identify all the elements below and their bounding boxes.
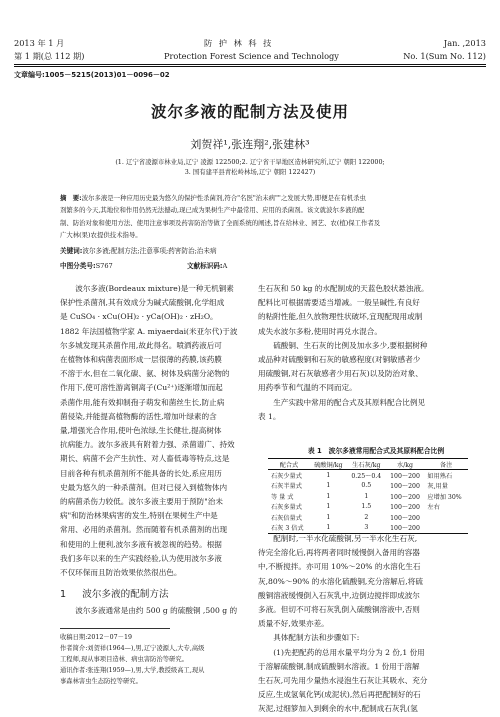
text-line: 不仅环保而且防治效果依然很出色。 [60, 568, 182, 578]
abstract-line: 广大林(果)农提供技术指导。 [60, 231, 142, 240]
text-line: (1)先把配药的总用水量平均分为 2 份,1 份用 [273, 647, 425, 657]
left-column [60, 282, 246, 580]
intro-paragraph [60, 282, 246, 580]
footnote-corresponding-cont: 事森林害虫生态防控等研究。 [60, 678, 142, 685]
header-issue-en: No. 1(Sum No. 112) [403, 51, 486, 61]
text-line: 保护性杀菌剂,其有效成分为碱式硫酸铜,化学组成 [60, 298, 225, 308]
text-line: 酸铜溶液缓慢倒入石灰乳中,边倒边搅拌即成波尔 [258, 590, 420, 600]
text-line: 多液。但切不可将石灰乳倒入硫酸铜溶液中,否则 [258, 605, 420, 615]
text-line: 生石灰和 50 kg 的水配制成的天蓝色胶状悬浊液。 [258, 284, 429, 293]
table-row [268, 512, 468, 522]
table-cell: 1 [326, 513, 331, 521]
text-line: 用硫酸铜,对石灰敏感者少用石灰)以及防治对象、 [258, 369, 423, 379]
section-1-heading [60, 586, 169, 600]
page-title: 波尔多液的配制方法及使用 [150, 103, 349, 121]
table-cell: 0.5 [361, 482, 372, 490]
text-line: 作用下,使可溶性游离铜离子(Cu²⁺)逐渐增加而起 [60, 383, 223, 393]
table-cell: 应增加 30% [427, 493, 462, 501]
header-date-en: Jan. ,2013 [443, 38, 486, 48]
header-issue-cn: 第 1 期(总 112 期) [14, 51, 85, 61]
doc-code: A [222, 262, 228, 270]
text-line: 用药季节和气温的不同而定。 [258, 383, 357, 393]
text-line: 不溶于水,但在二氧化碳、氨、树体及病菌分泌物的 [60, 369, 230, 379]
text-line: 中,不断搅拌。亦可用 10%～20% 的水溶化生石 [258, 562, 421, 572]
text-line: 灰,80%～90% 的水溶化硫酸铜,充分溶解后,将硫 [258, 576, 423, 586]
table-cell: 石灰半量式 [271, 483, 302, 491]
keywords-text: 波尔多液;配制方法;注意事项;药害防治;治未病 [82, 247, 217, 255]
affiliation-line-1: (1. 辽宁省凌源市林业局,辽宁 凌源 122500;2. 辽宁省干旱地区造林研究所,辽宁 朝阳 122000; [115, 158, 385, 166]
table-header: 水/kg [397, 461, 414, 469]
article-number: 文章编号:1005－5215(2013)01－0096－02 [14, 71, 170, 79]
table-header: 生石灰/kg [352, 461, 381, 469]
abstract-line: 剂繁多的今天,其地位和作用仍然无法撼动,现已成为果树生产中最常用、应用的杀菌剂。该文就波尔多液的配 [60, 206, 365, 215]
table-cell: 0.25～0.4 [351, 473, 382, 481]
table-cell: 2 [364, 513, 369, 521]
table-cell: 石灰倍量式 [271, 514, 302, 522]
table-cell: 石灰多量式 [271, 504, 302, 512]
text-line: 1882 年法国植物学家 A. miyaerdai(米亚尔代)于波 [60, 326, 238, 336]
text-line: 具体配制方法和步骤如下: [273, 633, 360, 643]
table-cell [424, 512, 468, 522]
section-number: 1 [60, 589, 67, 600]
table-cell: 3 [364, 524, 369, 532]
table-caption: 表 1 波尔多液常用配合式及其原料配合比例 [307, 447, 445, 455]
table-cell: 1 [326, 503, 331, 511]
abstract-line: 制、防治对象和使用方法、使用注意事项及药害防治等做了全面系统的阐述,旨在给林业、园艺、农(植)保工作者及 [60, 218, 381, 227]
text-line: 在植物体和病菌表面形成一层很薄的药膜,该药膜 [60, 355, 222, 365]
text-line: 常用、必用的杀菌剂。然而随着有机杀菌剂的出现 [60, 525, 228, 535]
table-cell: 100～200 [390, 473, 420, 481]
section-title: 波尔多液的配制方法 [82, 589, 169, 600]
text-line: 史最为悠久的一种杀菌剂。但对已侵入到植物体内 [60, 482, 228, 492]
text-line: 和使用的上便利,波尔多液有被忽视的趋势。根据 [60, 539, 222, 549]
table-cell: 1 [326, 472, 331, 480]
text-line: 是 CuSO₄ · xCu(OH)₂ · yCa(OH)₂ · zH₂O。 [60, 312, 218, 322]
footnote-author-cont: 工程师,现从事项目造林、病虫害防治等研究。 [60, 656, 188, 663]
table-row [268, 502, 468, 512]
header-rule-thin [14, 66, 486, 67]
text-line: 的病菌杀伤力较低。波尔多液主要用于预防"治未 [60, 497, 223, 507]
text-line: 质量不好,效果亦差。 [258, 619, 329, 629]
text-line: 波尔多液通常是由约 500 g 的硫酸铜 ,500 g 的 [75, 606, 238, 615]
table-cell: 石灰少量式 [271, 473, 302, 481]
affiliation-line-2: 3. 国有建平县青松岭林场,辽宁 朝阳 122427) [184, 168, 316, 176]
table-cell: 100～200 [390, 493, 420, 501]
table-header: 配合式 [279, 461, 299, 469]
right-column-top [258, 282, 444, 424]
text-line: 待完全溶化后,再将两者同时缓慢倒入备用的容器 [258, 548, 420, 558]
doc-code-label: 文献标识码: [186, 262, 223, 270]
classification [60, 260, 442, 272]
table-cell: 100～200 [390, 514, 420, 522]
data-table [268, 458, 468, 534]
text-line: 硫酸铜、生石灰的比例及加水多少,要根据树种 [273, 340, 428, 350]
abstract-line: 波尔多液是一种应用历史最为悠久的保护性杀菌剂,符合"名医"治未病""之发展大势,即便是在有机杀虫 [81, 194, 366, 202]
authors: 刘贺祥¹,张连翔²,张建林³ [190, 138, 310, 151]
footnote-author: 作者简介:刘贺祥(1964—),男,辽宁凌源人,大专,高级 [60, 645, 205, 652]
text-line: 灰泥,过细箩加入到剩余的水中,配制成石灰乳(氢 [258, 704, 418, 714]
text-line: 抗病能力。波尔多液具有附着力强、杀菌谱广、持效 [60, 440, 235, 450]
footnote-corresponding: 通讯作者:张连翔(1959—),男,大学,教授级高工,现从 [60, 667, 205, 674]
text-line: 我们多年以来的生产实践经验,认为使用波尔多液 [60, 553, 222, 563]
text-line: 配料比可根据需要适当增减。一般呈碱性,有良好 [258, 298, 420, 308]
header-year-month: 2013 年 1 月 [14, 38, 65, 48]
text-line: 尔多城发现其杀菌作用,故此得名。喷洒药液后可 [60, 340, 222, 350]
text-line: 量,增强光合作用,使叶色浓绿,生长健壮,提高树体 [60, 426, 222, 436]
header-journal-cn: 防 护 林 科 技 [204, 38, 274, 48]
text-line: 成失水波尔多粉,使用时再兑水混合。 [258, 326, 382, 336]
table-cell: 左右 [427, 504, 440, 512]
text-line: 菌侵染,并能提高植物酶的活性,增加叶绿素的含 [60, 411, 217, 421]
table-cell: 石灰 3 倍式 [271, 525, 304, 533]
table-cell: 100～200 [390, 483, 420, 491]
table-cell: 100～200 [390, 504, 420, 512]
table-cell: 1.5 [361, 503, 372, 511]
table-cell: 1 [326, 482, 331, 490]
text-line: 目前各种有机杀菌剂所不能具备的长处,系应用历 [60, 468, 222, 478]
table-cell: 100～200 [390, 525, 420, 533]
table-row [268, 470, 468, 481]
footnote-received: 收稿日期:2012－07－19 [60, 634, 132, 641]
table-cell: 如用熟石 [427, 473, 453, 481]
text-line: 表 1。 [258, 411, 281, 421]
abstract [60, 192, 442, 242]
right-column-bottom [258, 532, 444, 717]
classification-label: 中图分类号: [60, 262, 96, 270]
classification-code: S767 [95, 262, 113, 270]
footnotes [60, 632, 270, 687]
table-cell: 等 量 式 [271, 493, 294, 501]
header-rule [14, 64, 486, 65]
text-line: 反应,生成氢氧化钙(成泥状),然后再把配制好的石 [258, 690, 421, 700]
text-line: 配制时,一半水化硫酸铜,另一半水化生石灰, [273, 534, 418, 543]
keywords [60, 245, 442, 257]
text-line: 期长、病菌不会产生抗性、对人畜低毒等特点,这是 [60, 454, 230, 464]
table-row [268, 491, 468, 501]
abstract-label: 摘 要: [60, 194, 82, 202]
text-line: 波尔多液(Bordeaux mixture)是一种无机铜素 [75, 284, 234, 293]
table-cell: 1 [326, 492, 331, 500]
text-line: 病"和防治林果病害的发生,特别在果树生产中是 [60, 511, 218, 521]
header-journal-en: Protection Forest Science and Technology [164, 51, 339, 61]
text-line: 杀菌作用,能有效抑制孢子萌发和菌丝生长,防止病 [60, 397, 225, 407]
text-line: 于溶解硫酸铜,制成硫酸铜水溶液。1 份用于溶解 [258, 661, 420, 671]
table-row [268, 481, 468, 491]
footnote-rule [60, 628, 170, 629]
text-line: 的粘附性能,但久放物理性状破坏,宜现配现用或制 [258, 312, 423, 322]
table-header: 备注 [440, 461, 453, 469]
section-1-first-line [60, 604, 246, 618]
text-line: 或品种对硫酸铜和石灰的敏感程度(对铜敏感者少 [258, 355, 421, 365]
table-header: 硫酸铜/kg [314, 461, 343, 469]
table-cell: 1 [364, 492, 369, 500]
text-line: 生石灰,可先用少量热水浸泡生石灰让其吸水、充分 [258, 676, 428, 686]
table-cell: 1 [326, 524, 331, 532]
table-cell: 灰,用量 [427, 483, 448, 491]
keywords-label: 关键词: [60, 247, 83, 255]
text-line: 生产实践中常用的配合式及其原料配合比例见 [273, 397, 426, 407]
